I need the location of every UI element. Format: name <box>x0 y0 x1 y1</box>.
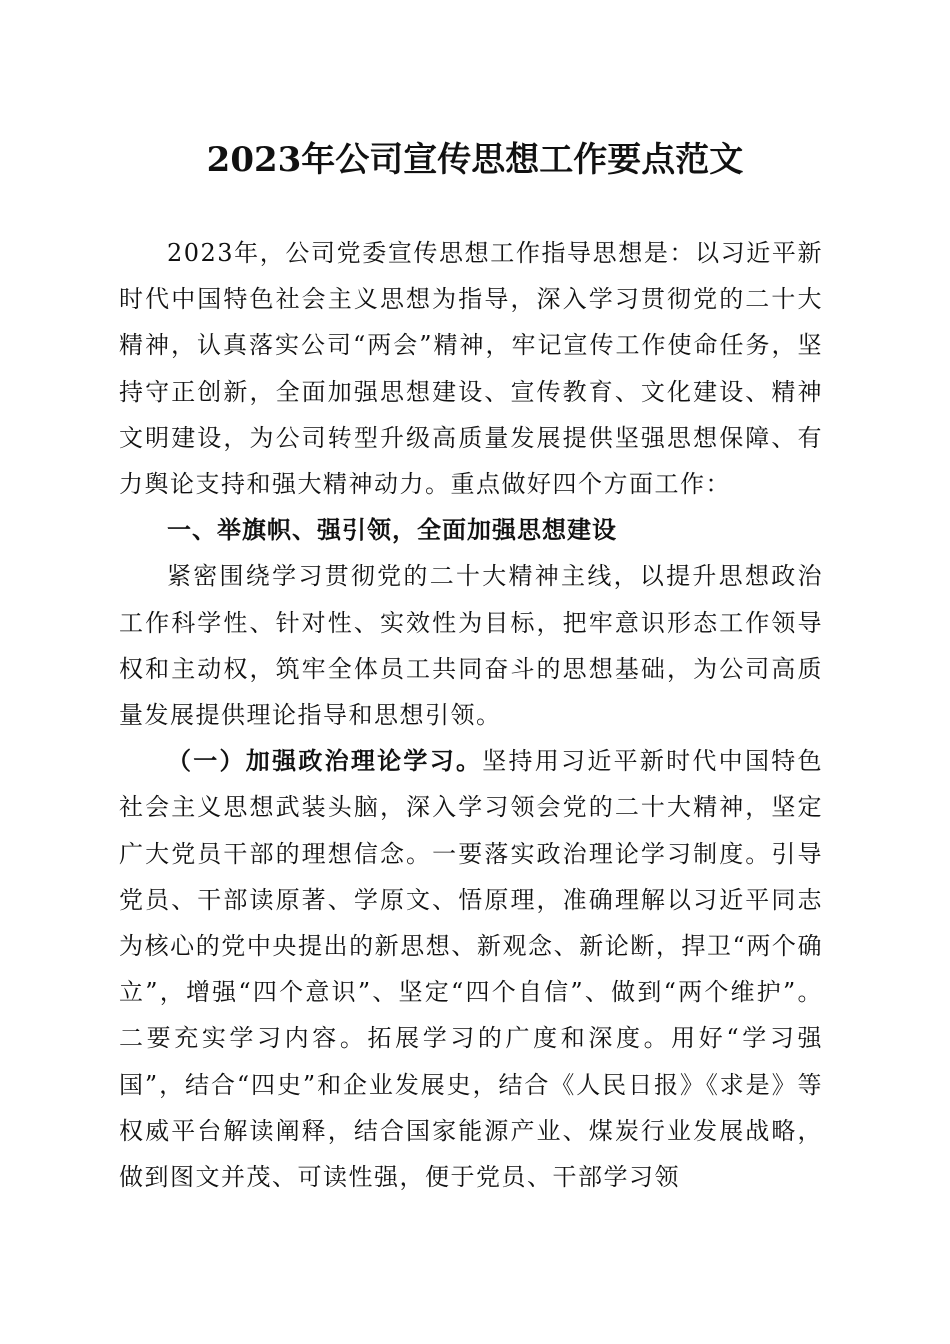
item-lead: （一）加强政治理论学习。 <box>167 747 483 776</box>
item-text: 坚持用习近平新时代中国特色社会主义思想武装头脑，深入学习领会党的二十大精神，坚定广大党员干部的理想信念。一要落实政治理论学习制度。引导党员、干部读原著、学原文、悟原理，准确理解以习近平同志为核心的党中央提出的新思想、新观念、新论断，捍卫“两个确立”，增强“四个意识”、坚定“四个自信”、做到“两个维护”。二要充实学习内容。拓展学习的广度和深度。用好“学习强国”，结合“四史”和企业发展史，结合《人民日报》《求是》等权威平台解读阐释，结合国家能源产业、煤炭行业发展战略，做到图文并茂、可读性强，便于党员、干部学习领 <box>119 747 823 1192</box>
item-paragraph <box>119 738 823 1200</box>
section-heading: 一、举旗帜、强引领，全面加强思想建设 <box>167 516 617 545</box>
intro-paragraph: 2023年，公司党委宣传思想工作指导思想是：以习近平新时代中国特色社会主义思想为指导，深入学习贯彻党的二十大精神，认真落实公司“两会”精神，牢记宣传工作使命任务，坚持守正创新，全面加强思想建设、宣传教育、文化建设、精神文明建设，为公司转型升级高质量发展提供坚强思想保障、有力舆论支持和强大精神动力。重点做好四个方面工作： <box>119 239 823 499</box>
document-title: 2023年公司宣传思想工作要点范文 <box>206 140 744 180</box>
document-body <box>119 230 823 1200</box>
section-paragraph: 紧密围绕学习贯彻党的二十大精神主线，以提升思想政治工作科学性、针对性、实效性为目标，把牢意识形态工作领导权和主动权，筑牢全体员工共同奋斗的思想基础，为公司高质量发展提供理论指导和思想引领。 <box>119 562 823 730</box>
